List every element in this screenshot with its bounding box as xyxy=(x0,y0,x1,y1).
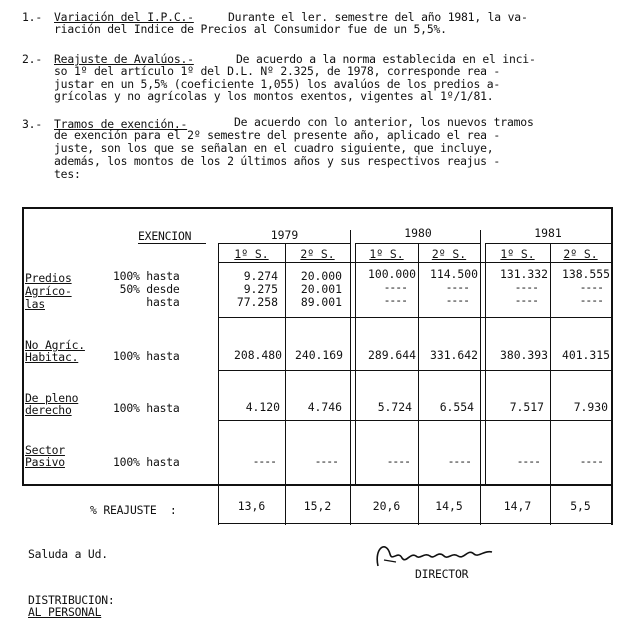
value-cell: 7.930 xyxy=(573,400,608,414)
reajuste-value: 15,2 xyxy=(303,499,332,513)
section-2-line-3: justar en un 5,5% (coeficiente 1,055) los avalúos de los predios a- xyxy=(54,77,501,91)
value-cell: 4.746 xyxy=(307,400,342,414)
year-1979-rule xyxy=(218,243,351,244)
reajuste-value: 13,6 xyxy=(237,499,266,513)
year-1979: 1979 xyxy=(270,228,299,242)
value-cell: 114.500 xyxy=(429,267,478,281)
section-2-line-4: grícolas y no agrícolas y los montos exentos, vigentes al 1º/1/81. xyxy=(54,89,494,103)
table-left-border xyxy=(22,207,24,485)
col-sep-3 xyxy=(350,230,351,525)
col-sep-1 xyxy=(218,243,219,525)
value-cell: 208.480 xyxy=(233,348,282,362)
reajuste-value: 20,6 xyxy=(372,499,401,513)
distribution-recipient: AL PERSONAL xyxy=(28,605,102,619)
section-2-title: Reajuste de Avalúos.- xyxy=(54,52,194,66)
value-cell: 9.274 xyxy=(243,269,278,283)
sem-1981-1: 1º S. xyxy=(500,247,535,261)
category-label: Pasivo xyxy=(25,455,65,469)
value-cell: 331.642 xyxy=(429,348,478,362)
value-cell: ---- xyxy=(579,454,603,468)
year-1980-rule xyxy=(355,243,481,244)
value-cell: 20.001 xyxy=(300,282,342,296)
sem-1979-2: 2º S. xyxy=(300,247,335,261)
value-cell: 89.001 xyxy=(300,295,342,309)
section-1-line-2: riación del Indice de Precios al Consumidor fue de un 5,5%. xyxy=(54,22,447,36)
exencion-rule xyxy=(138,243,206,244)
exencion-header: EXENCION xyxy=(138,229,192,243)
table-right-border xyxy=(611,207,613,525)
signer-title: DIRECTOR xyxy=(415,567,469,581)
row-sep-1 xyxy=(218,317,611,318)
value-cell: 5.724 xyxy=(377,400,412,414)
category-label: derecho xyxy=(25,403,72,417)
category-label: Habitac. xyxy=(25,350,79,364)
reajuste-value: 5,5 xyxy=(570,499,591,513)
value-cell: ---- xyxy=(514,280,538,294)
distribution-heading: DISTRIBUCION: xyxy=(28,593,115,607)
exencion-label: 100% hasta xyxy=(113,455,180,469)
value-cell: ---- xyxy=(514,293,538,307)
value-cell: 100.000 xyxy=(367,267,416,281)
section-3-line-5: tes: xyxy=(54,167,81,181)
section-2-number: 2.- xyxy=(22,52,42,66)
section-3-line-1: De acuerdo con lo anterior, los nuevos tramos xyxy=(234,115,534,129)
section-2-line-1: De acuerdo a la norma establecida en el inci- xyxy=(236,52,536,66)
category-label: Predios xyxy=(25,271,72,285)
section-3-title: Tramos de exención.- xyxy=(54,117,188,131)
section-3-line-3: juste, son los que se señalan en el cuadro siguiente, que incluye, xyxy=(54,141,494,155)
value-cell: 4.120 xyxy=(245,400,280,414)
reajuste-value: 14,7 xyxy=(503,499,532,513)
value-cell: ---- xyxy=(445,280,469,294)
exencion-label: 100% hasta xyxy=(113,401,180,415)
value-cell: 9.275 xyxy=(243,282,278,296)
sem-1980-1: 1º S. xyxy=(369,247,404,261)
exencion-label: 100% hasta xyxy=(113,269,180,283)
value-cell: ---- xyxy=(383,280,407,294)
value-cell: ---- xyxy=(314,454,338,468)
year-1980: 1980 xyxy=(404,226,432,240)
row-sep-2 xyxy=(218,370,611,371)
value-cell: 7.517 xyxy=(509,400,544,414)
year-1981-rule xyxy=(485,243,611,244)
category-label: De pleno xyxy=(25,391,79,405)
value-cell: ---- xyxy=(445,293,469,307)
category-label: las xyxy=(25,297,45,311)
exencion-label: 50% desde xyxy=(113,282,180,296)
section-3-line-4: además, los montos de los 2 últimos años y sus respectivos reajus - xyxy=(54,154,501,168)
value-cell: ---- xyxy=(579,280,603,294)
reajuste-bottom xyxy=(218,523,611,524)
value-cell: ---- xyxy=(252,454,276,468)
value-cell: ---- xyxy=(386,454,410,468)
category-label: Sector xyxy=(25,443,65,457)
sem-1979-1: 1º S. xyxy=(234,247,269,261)
exencion-label: hasta xyxy=(113,295,180,309)
value-cell: ---- xyxy=(383,293,407,307)
section-1-title: Variación del I.P.C.- xyxy=(54,10,194,24)
value-cell: ---- xyxy=(579,293,603,307)
closing-text: Saluda a Ud. xyxy=(28,547,108,561)
value-cell: 289.644 xyxy=(367,348,416,362)
section-1-number: 1.- xyxy=(22,10,42,24)
category-label: No Agríc. xyxy=(25,338,85,352)
year-1981: 1981 xyxy=(534,226,562,240)
value-cell: 131.332 xyxy=(499,267,548,281)
reajuste-value: 14,5 xyxy=(435,499,463,513)
semester-rule xyxy=(218,262,611,263)
value-cell: 77.258 xyxy=(236,295,278,309)
section-3-number: 3.- xyxy=(22,117,42,131)
value-cell: ---- xyxy=(516,454,540,468)
row-sep-3 xyxy=(218,420,611,421)
value-cell: 20.000 xyxy=(300,269,342,283)
exencion-label: 100% hasta xyxy=(113,349,180,363)
value-cell: 6.554 xyxy=(439,400,474,414)
section-2-line-2: so 1º del artículo 1º del D.L. Nº 2.325, de 1978, corresponde rea - xyxy=(54,64,501,78)
value-cell: ---- xyxy=(447,454,471,468)
reajuste-label: % REAJUSTE : xyxy=(90,503,177,517)
sem-1981-2: 2º S. xyxy=(563,247,598,261)
value-cell: 240.169 xyxy=(294,348,343,362)
section-3-line-2: de exención para el 2º semestre del presente año, aplicado el rea - xyxy=(54,128,501,142)
col-sep-3b xyxy=(355,243,356,485)
section-1-line-1: Durante el ler. semestre del año 1981, la va- xyxy=(228,10,528,24)
value-cell: 380.393 xyxy=(499,348,548,362)
table-top-border xyxy=(22,207,613,209)
category-label: Agríco- xyxy=(25,284,72,298)
sem-1980-2: 2º S. xyxy=(431,247,467,261)
col-sep-5 xyxy=(480,230,481,525)
row-sep-4 xyxy=(218,484,611,486)
value-cell: 138.555 xyxy=(561,267,610,281)
value-cell: 401.315 xyxy=(561,348,610,362)
